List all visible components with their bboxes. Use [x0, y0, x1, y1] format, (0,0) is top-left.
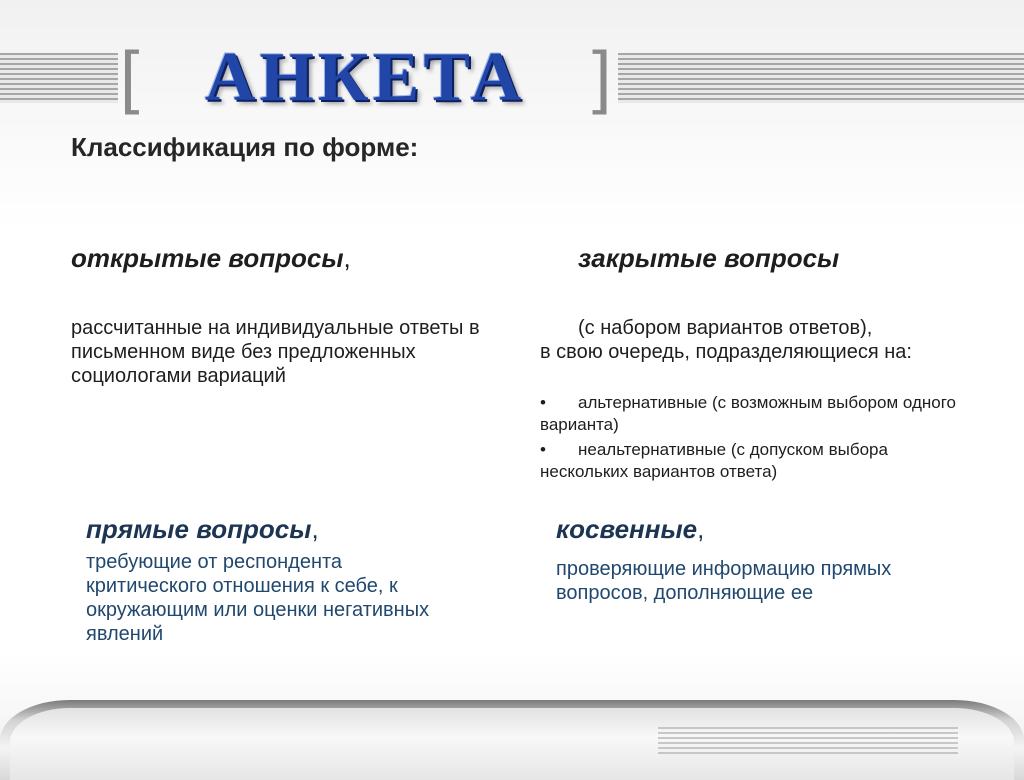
open-questions-description: рассчитанные на индивидуальные ответы в письменном виде без предложенных социологами вариаций [71, 317, 480, 387]
direct-questions-punct: , [311, 514, 319, 544]
closed-intro-line-2: в свою очередь, подразделяющиеся на: [540, 341, 912, 363]
open-questions-title: открытые вопросы [71, 243, 344, 273]
indirect-questions-title: косвенные [556, 514, 698, 544]
closed-questions-list [540, 392, 980, 486]
open-questions-heading [71, 243, 351, 274]
list-item-text: альтернативные (с возможным выбором одного варианта) [540, 393, 956, 434]
classification-heading [71, 131, 431, 163]
bullet-icon: • [540, 440, 546, 459]
direct-questions-title: прямые вопросы [86, 514, 312, 544]
bullet-icon: • [540, 393, 546, 412]
header-stripes-right [618, 53, 1024, 103]
header-stripes-left [0, 53, 118, 103]
list-item-text: неальтернативные (с допуском выбора нескольких вариантов ответа) [540, 440, 888, 481]
footer-stripes [658, 727, 958, 755]
direct-questions-heading [86, 514, 319, 545]
indirect-questions-heading [556, 514, 704, 545]
left-bracket: [ [120, 37, 140, 115]
indirect-questions-punct: , [697, 514, 705, 544]
closed-questions-heading: закрытые вопросы [578, 243, 840, 273]
open-questions-punct: , [343, 243, 351, 273]
list-item [540, 392, 980, 436]
indirect-questions-description: проверяющие информацию прямых вопросов, дополняющие ее [556, 558, 892, 604]
closed-intro-line-1: (с набором вариантов ответов), [578, 317, 873, 339]
classification-heading-text: Классификация по форме: [71, 132, 419, 162]
closed-questions-intro [540, 316, 980, 364]
right-bracket: ] [592, 37, 612, 115]
slide-title: АНКЕТА [204, 39, 526, 116]
list-item [540, 439, 980, 483]
direct-questions-description: требующие от респондента критического отношения к себе, к окружающим или оценки негативных явлений [86, 551, 430, 645]
